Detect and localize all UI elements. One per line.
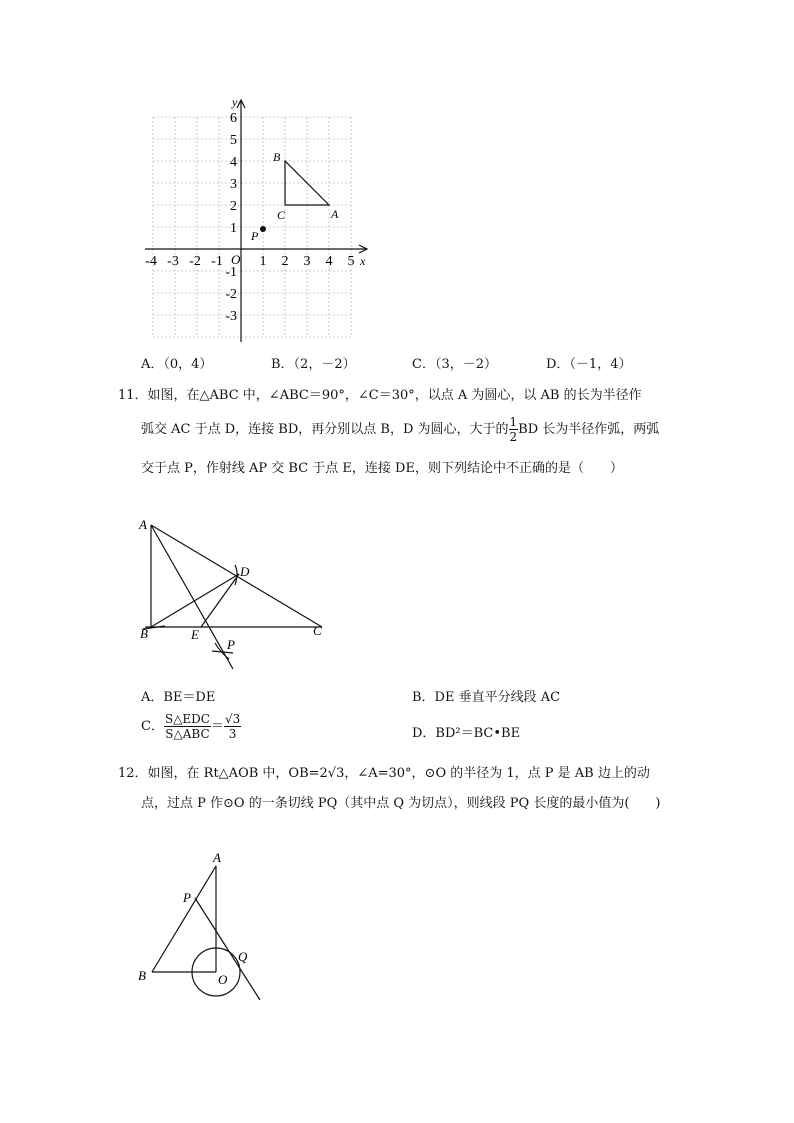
q11-line-2 bbox=[141, 416, 659, 443]
point-p-label: P bbox=[251, 229, 259, 243]
svg-text:-1: -1 bbox=[225, 265, 237, 280]
svg-text:-2: -2 bbox=[189, 254, 201, 269]
svg-text:6: 6 bbox=[230, 111, 237, 126]
point-b-label: B bbox=[273, 150, 281, 164]
q11-label-e: E bbox=[191, 627, 199, 642]
svg-text:-3: -3 bbox=[167, 254, 179, 269]
q10-option-a: A．（0，4） bbox=[141, 357, 213, 372]
q12-label-p: P bbox=[183, 890, 191, 905]
q11-figure bbox=[135, 513, 335, 678]
svg-text:1: 1 bbox=[259, 254, 267, 269]
x-axis-label: x bbox=[360, 254, 366, 268]
svg-text:1: 1 bbox=[230, 221, 237, 236]
coordinate-graph bbox=[140, 92, 380, 342]
svg-text:4: 4 bbox=[230, 155, 237, 170]
q12-label-q: Q bbox=[238, 949, 248, 964]
q10-option-b: B．（2，－2） bbox=[271, 357, 356, 372]
q10-option-c: C．（3，－2） bbox=[412, 357, 497, 372]
y-axis-label: y bbox=[232, 95, 238, 109]
svg-text:-1: -1 bbox=[211, 254, 223, 269]
q11-line-2-part-b: BD 长为半径作弧，两弧 bbox=[518, 422, 660, 437]
fraction-one-half: $\frac{1}{2}$ bbox=[509, 415, 518, 444]
q12-line-2: 点，过点 P 作⊙O 的一条切线 PQ（其中点 Q 为切点），则线段 PQ 长度的最小值为( ) bbox=[141, 796, 661, 811]
point-a-label: A bbox=[331, 207, 339, 221]
svg-text:3: 3 bbox=[303, 254, 311, 269]
svg-text:-2: -2 bbox=[225, 287, 237, 302]
q11-label-p: P bbox=[227, 637, 235, 652]
x-tick-labels bbox=[145, 254, 354, 269]
q12-label-o: O bbox=[218, 972, 228, 987]
grid bbox=[153, 117, 351, 337]
svg-text:5: 5 bbox=[347, 254, 355, 269]
svg-text:-3: -3 bbox=[225, 309, 237, 324]
q11-label-d: D bbox=[240, 564, 250, 579]
y-tick-labels bbox=[225, 111, 237, 324]
svg-text:2: 2 bbox=[281, 254, 289, 269]
origin-label: O bbox=[231, 252, 241, 267]
root3-over-3-fraction: $\frac{√3}{3}$ bbox=[224, 712, 241, 741]
q11-label-b: B bbox=[140, 626, 148, 641]
q12-label-b: B bbox=[138, 968, 146, 983]
point-p bbox=[260, 226, 266, 232]
svg-text:5: 5 bbox=[230, 133, 237, 148]
q12-figure bbox=[132, 846, 282, 1006]
q11-line-1: 11．如图，在△ABC 中，∠ABC＝90°，∠C＝30°，以点 A 为圆心，以 AB 的长为半径作 bbox=[118, 388, 642, 403]
svg-text:3: 3 bbox=[230, 177, 237, 192]
svg-text:4: 4 bbox=[325, 254, 333, 269]
q11-option-b: B．DE 垂直平分线段 AC bbox=[412, 690, 561, 705]
area-ratio-fraction: $\frac{\text{S△EDC}}{\text{S△ABC}}$ bbox=[164, 712, 210, 741]
q11-line-3: 交于点 P，作射线 AP 交 BC 于点 E，连接 DE，则下列结论中不正确的是（ ） bbox=[141, 461, 623, 476]
q12-line-1: 12．如图，在 Rt△AOB 中，OB=2√3，∠A=30°，⊙O 的半径为 1，点 P 是 AB 边上的动 bbox=[118, 766, 650, 781]
svg-text:-4: -4 bbox=[145, 254, 157, 269]
q12-label-a: A bbox=[213, 850, 221, 865]
point-c-label: C bbox=[277, 208, 286, 222]
svg-text:2: 2 bbox=[230, 199, 237, 214]
q11-option-d: D．BD²＝BC•BE bbox=[412, 726, 521, 741]
q11-option-c: C． $\frac{\text{S△EDC}}{\text{S△ABC}}$ ＝ $\frac{√3}{3}$ bbox=[141, 712, 241, 741]
q11-label-a: A bbox=[139, 517, 147, 532]
q11-label-c: C bbox=[313, 623, 322, 638]
q11-line-2-part-a: 弧交 AC 于点 D，连接 BD，再分别以点 B，D 为圆心，大于的 bbox=[141, 422, 509, 437]
q10-option-d: D．（－1，4） bbox=[546, 357, 632, 372]
axes bbox=[145, 100, 367, 342]
q11-option-a: A．BE＝DE bbox=[141, 690, 216, 705]
